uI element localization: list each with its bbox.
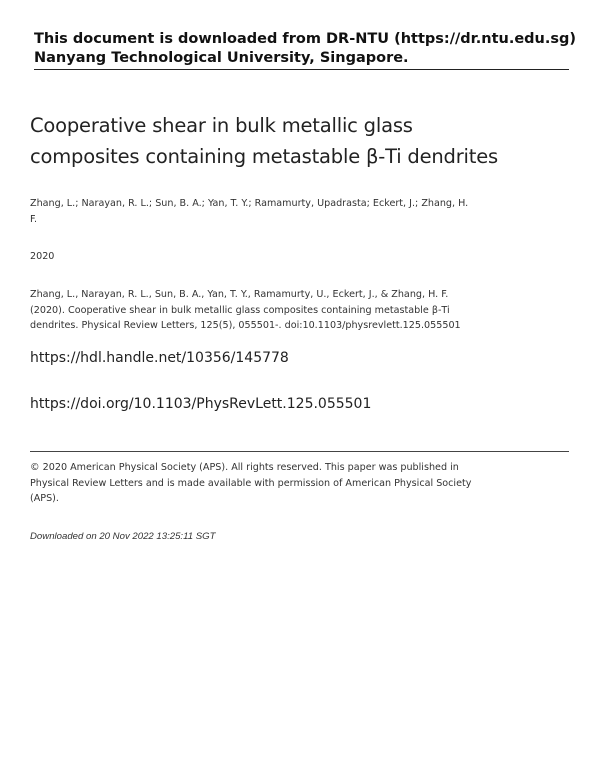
title-line-2: composites containing metastable β-Ti dendrites: [30, 145, 498, 168]
citation-line-3: dendrites. Physical Review Letters, 125(5), 055501-. doi:10.1103/physrevlett.125.055501: [30, 320, 461, 331]
authors: [30, 196, 500, 227]
section-divider: [30, 451, 569, 452]
copyright-line-1: © 2020 American Physical Society (APS). All rights reserved. This paper was published in: [30, 462, 459, 473]
paper-title: [30, 110, 500, 172]
header-line-2: Nanyang Technological University, Singapore.: [34, 50, 409, 66]
repository-header: [34, 30, 577, 68]
copyright-line-2: Physical Review Letters and is made available with permission of American Physical Society: [30, 477, 472, 489]
authors-line-1: Zhang, L.; Narayan, R. L.; Sun, B. A.; Yan, T. Y.; Ramamurty, Upadrasta; Eckert, J.; Zhang, H.: [30, 198, 469, 209]
download-timestamp: Downloaded on 20 Nov 2022 13:25:11 SGT: [30, 531, 216, 542]
citation-line-2: (2020). Cooperative shear in bulk metallic glass composites containing metastable β-Ti: [30, 304, 450, 316]
citation: [30, 287, 500, 334]
citation-line-1: Zhang, L., Narayan, R. L., Sun, B. A., Yan, T. Y., Ramamurty, U., Eckert, J., & Zhang, H. F.: [30, 289, 449, 300]
copyright-notice: [30, 460, 510, 507]
doi-link[interactable]: https://doi.org/10.1103/PhysRevLett.125.055501: [30, 396, 372, 412]
title-line-1: Cooperative shear in bulk metallic glass: [30, 114, 413, 137]
handle-link[interactable]: https://hdl.handle.net/10356/145778: [30, 350, 289, 366]
copyright-line-3: (APS).: [30, 493, 59, 504]
header-divider: [34, 69, 569, 70]
publication-year: 2020: [30, 251, 55, 262]
authors-line-2: F.: [30, 213, 38, 225]
header-line-1: This document is downloaded from DR-NTU (https://dr.ntu.edu.sg): [34, 31, 577, 47]
